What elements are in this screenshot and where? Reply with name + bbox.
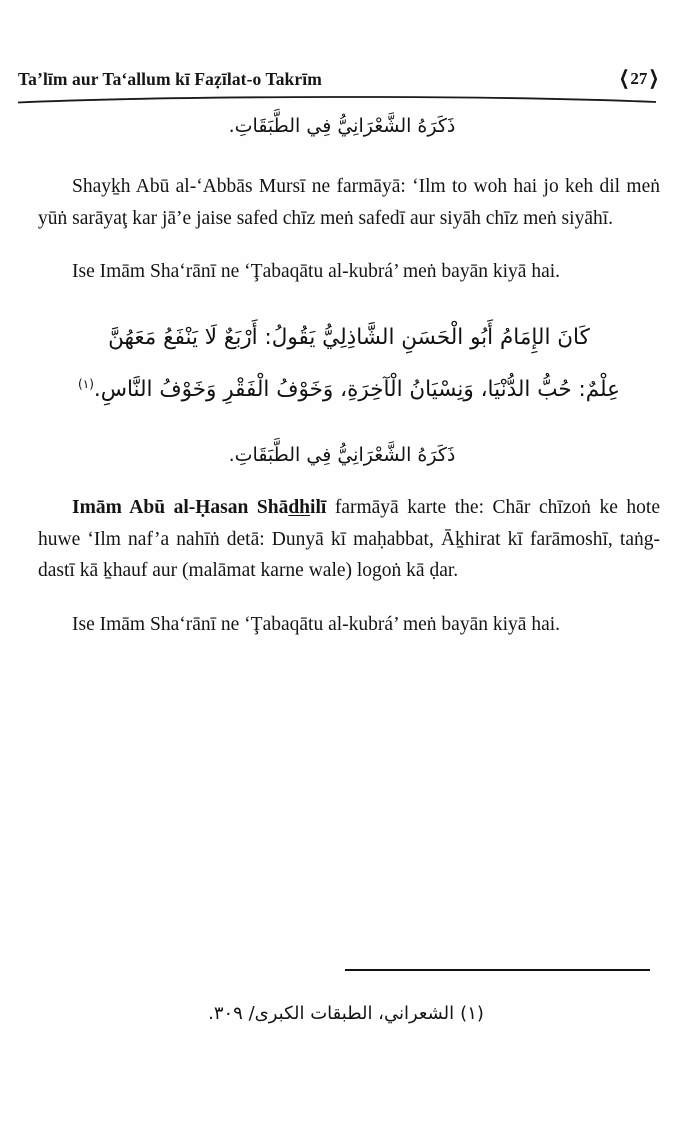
- paragraph-sharani-reference-2: Ise Imām Sha‘rānī ne ‘Ţabaqātu al-kubrá’ meṅ bayān kiyā hai.: [72, 613, 561, 635]
- page-number: [618, 69, 660, 89]
- arabic-quotation-line-2-wrap: [38, 364, 660, 417]
- spacer: [38, 234, 660, 256]
- footnote-marker-inline: (١): [78, 377, 94, 392]
- footnote-number: (١): [460, 1003, 484, 1024]
- paragraph-sharani-reference-1: Ise Imām Sha‘rānī ne ‘Ţabaqātu al-kubrá’ meṅ bayān kiyā hai.: [72, 261, 561, 283]
- ornament-right-icon: ❭: [647, 68, 660, 89]
- spacer: [38, 145, 660, 171]
- spacer: [38, 288, 660, 312]
- paragraph-shadhili-bold-name: [72, 497, 326, 518]
- page-number-value: 27: [630, 69, 648, 88]
- arabic-citation-line-1: ذَكَرَهُ الشَّعْرَانِيُّ فِي الطَّبَقَاتِ.: [228, 115, 456, 137]
- arabic-quotation-line-1: كَانَ الإِمَامُ أَبُو الْحَسَنِ الشَّاذِلِيُّ يَقُولُ: أَرْبَعٌ لَا يَنْفَعُ مَعَهُنَّ: [108, 324, 590, 350]
- arabic-quotation-line-2: عِلْمٌ: حُبُّ الدُّنْيَا، وَنِسْيَانُ الْآخِرَةِ، وَخَوْفُ الْفَقْرِ وَخَوْفُ النَّاسِ.: [93, 377, 620, 403]
- bold-underlined-dh: dh: [288, 497, 311, 519]
- header-rule-line: [18, 93, 656, 105]
- header-rule: [18, 92, 656, 104]
- running-header: [18, 60, 660, 90]
- paragraph-shadhili-quote: [38, 492, 660, 587]
- paragraph-mursi-quote: Shayḵh Abū al-‘Abbās Mursī ne farmāyā: ‘Ilm to woh hai jo keh dil meṅ yūṅ sarāyaţ kar jā’e jaise safed chīz meṅ safedī aur siyāh chīz meṅ siyāhī.: [38, 176, 660, 229]
- footnote-separator-rule: [345, 969, 650, 971]
- bold-lead: Imām Abū al-Ḥasan Shā: [72, 497, 289, 519]
- footnote: [40, 1000, 652, 1027]
- arabic-citation-line-2: ذَكَرَهُ الشَّعْرَانِيُّ فِي الطَّبَقَاتِ.: [228, 444, 456, 467]
- spacer: [38, 587, 660, 609]
- text-column: [38, 108, 660, 640]
- arabic-quotation-block: [38, 312, 660, 417]
- spacer: [38, 474, 660, 492]
- paragraph-shadhili-rest: farmāyā karte the: Chār chīzoṅ ke hote huwe ‘Ilm naf’a nahīṅ detā: Dunyā kī maḥabbat, Āḵhirat kī farāmoshī, taṅg-dastī kā ḵhauf aur (malāmat karne wale) logoṅ kā ḍar.: [38, 497, 660, 582]
- bold-tail: ilī: [310, 497, 327, 519]
- running-header-title: Ta’līm aur Ta‘allum kī Faẓīlat-o Takrīm: [18, 69, 322, 89]
- spacer: [38, 417, 660, 437]
- footnote-text: الشعراني، الطبقات الكبرى/ ٣٠٩.: [208, 1003, 455, 1024]
- ornament-left-icon: ❬: [617, 68, 631, 89]
